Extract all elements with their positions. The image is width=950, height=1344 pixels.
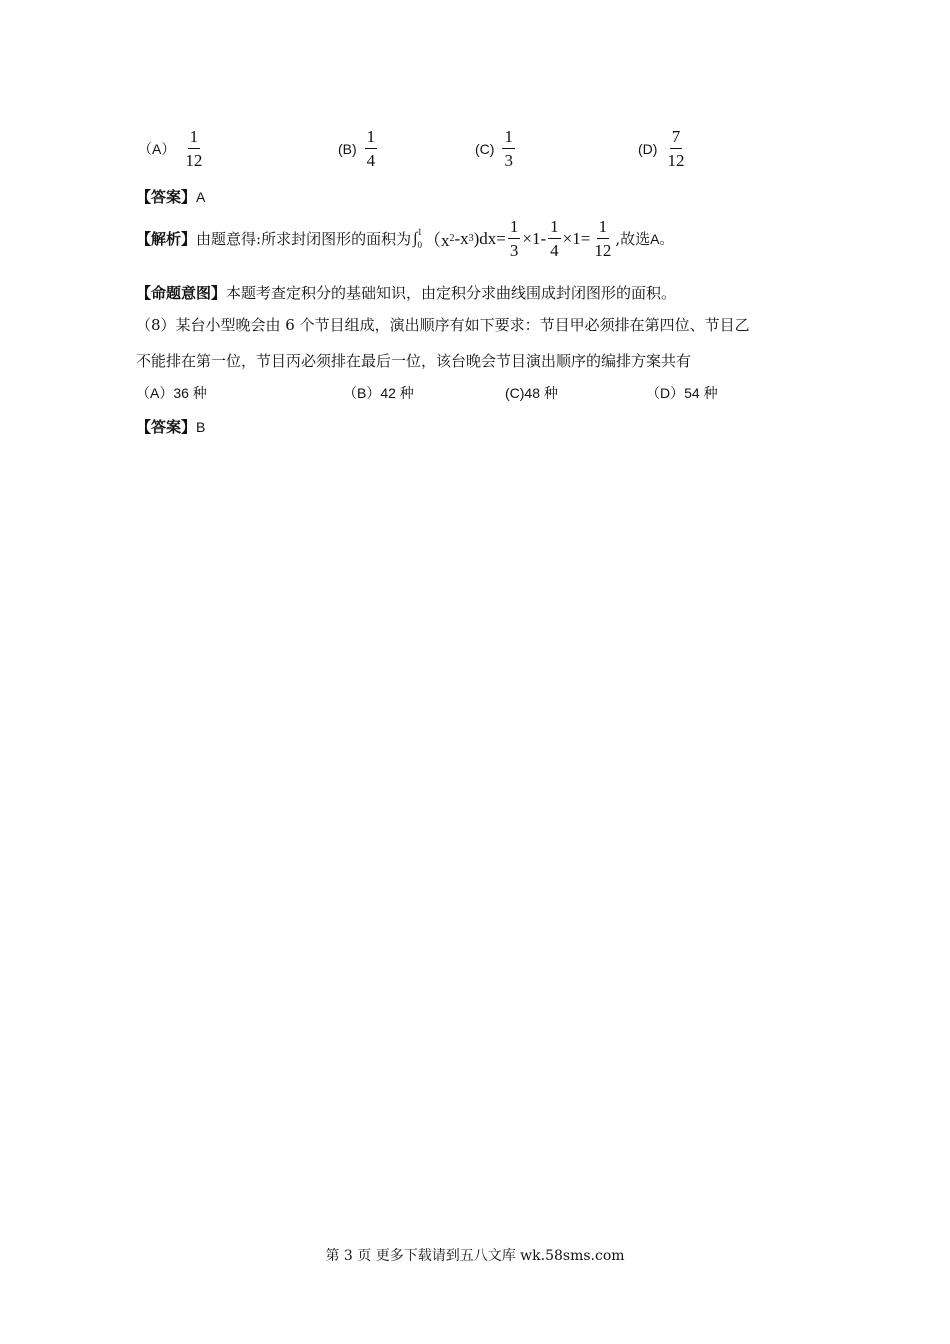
- fraction-one-quarter: [548, 218, 561, 259]
- fraction-denominator: 12: [667, 151, 685, 170]
- q7-option-c: [475, 128, 515, 169]
- q8-stem-line-2: 不能排在第一位，节目丙必须排在最后一位，该台晚会节目演出顺序的编排方案共有: [136, 352, 692, 370]
- q7-option-a: [138, 128, 204, 169]
- q7-analysis: [136, 218, 673, 259]
- q8-option-c: (C)48 种: [505, 385, 558, 401]
- integral-upper-limit: 1: [417, 226, 422, 237]
- times-one-minus: ×1-: [522, 228, 547, 248]
- integral-expression: [413, 218, 615, 259]
- analysis-text: 由题意得:所求封闭图形的面积为: [196, 230, 412, 248]
- option-label: (D): [638, 140, 658, 157]
- fraction-numerator: 1: [502, 128, 515, 149]
- q8-stem-line-1: （8）某台小型晚会由 6 个节目组成，演出顺序有如下要求：节目甲必须排在第四位、节目乙: [136, 316, 750, 334]
- option-fraction: [665, 128, 686, 169]
- option-label: (B): [338, 140, 357, 157]
- fraction-one-twelfth: [592, 218, 613, 259]
- fraction-numerator: 1: [508, 218, 521, 239]
- fraction-numerator: 7: [670, 128, 683, 149]
- option-fraction: [502, 128, 515, 169]
- page-footer: 第 3 页 更多下载请到五八文库 wk.58sms.com: [325, 1248, 625, 1264]
- fraction-numerator: 1: [188, 128, 201, 149]
- q8-option-d: （D）54 种: [646, 385, 718, 401]
- option-fraction: [365, 128, 378, 169]
- answer-value: B: [196, 419, 206, 435]
- exponent-3: 3: [468, 233, 474, 244]
- answer-tag: 【答案】: [136, 188, 197, 206]
- q7-answer: [136, 186, 205, 207]
- fraction-denominator: 12: [594, 241, 612, 260]
- fraction-denominator: 3: [509, 241, 519, 260]
- answer-value: A: [196, 189, 206, 205]
- q8-option-b: （B）42 种: [343, 385, 414, 401]
- integrand-minus-x: -x: [454, 228, 469, 248]
- exponent-2: 2: [449, 233, 455, 244]
- fraction-numerator: 1: [597, 218, 610, 239]
- integrand-dx: )dx=: [473, 228, 506, 248]
- fraction-numerator: 1: [548, 218, 561, 239]
- option-fraction: [183, 128, 204, 169]
- integral-sign: ∫: [413, 229, 418, 247]
- q8-option-a: （A）36 种: [136, 385, 207, 401]
- analysis-tag: 【解析】: [136, 230, 197, 248]
- fraction-denominator: 3: [504, 151, 513, 170]
- intent-tag: 【命题意图】: [136, 284, 227, 302]
- q7-intent: [136, 282, 676, 303]
- option-label: （A）: [138, 140, 176, 157]
- fraction-one-third: [508, 218, 521, 259]
- fraction-denominator: 4: [550, 241, 559, 260]
- integral-lower-limit: 0: [417, 239, 422, 250]
- q7-option-b: [338, 128, 377, 169]
- intent-text: 本题考查定积分的基础知识，由定积分求曲线围成封闭图形的面积。: [226, 284, 677, 302]
- times-one-equals: ×1=: [562, 228, 591, 248]
- option-label: (C): [475, 140, 495, 157]
- answer-tag: 【答案】: [136, 418, 197, 436]
- fraction-denominator: 12: [185, 151, 203, 170]
- analysis-tail-letter: A。: [650, 230, 674, 247]
- q8-answer: [136, 416, 205, 437]
- fraction-denominator: 4: [366, 151, 376, 170]
- fraction-numerator: 1: [365, 128, 378, 149]
- integrand-open: （x: [423, 231, 450, 250]
- analysis-tail: ,故选: [615, 230, 651, 248]
- q7-option-d: [638, 128, 686, 169]
